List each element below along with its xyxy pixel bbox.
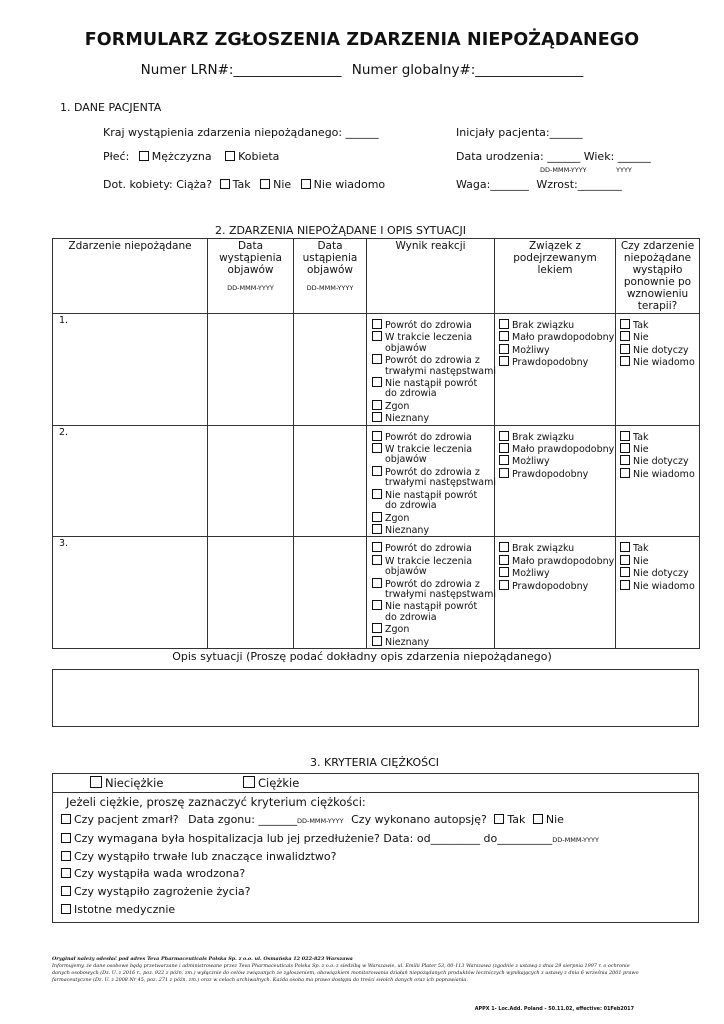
- medical-label: Istotne medycznie: [74, 903, 176, 916]
- hospitalization-row: [61, 832, 599, 845]
- relation-checkbox[interactable]: [499, 356, 509, 366]
- congenital-checkbox[interactable]: [61, 868, 71, 878]
- col-stop: Data ustąpienia objawów DD-MMM-YYYY: [294, 239, 367, 314]
- disability-label: Czy wystąpiło trwałe lub znaczące inwalidztwo?: [74, 850, 337, 863]
- outcome-checkbox[interactable]: [372, 331, 382, 341]
- rechallenge-checkbox[interactable]: [620, 542, 630, 552]
- col-relation: Związek z podejrzewanym lekiem: [495, 239, 616, 314]
- disability-checkbox[interactable]: [61, 851, 71, 861]
- event-cell[interactable]: 3.: [53, 537, 208, 649]
- rechallenge-checkbox[interactable]: [620, 555, 630, 565]
- autopsy-no-checkbox[interactable]: [533, 814, 543, 824]
- outcome-checkbox[interactable]: [372, 431, 382, 441]
- not-serious-checkbox[interactable]: [90, 776, 102, 788]
- relation-checkbox[interactable]: [499, 468, 509, 478]
- section1-heading: 1. DANE PACJENTA: [60, 101, 162, 114]
- col-event: Zdarzenie niepożądane: [53, 239, 208, 314]
- pregnancy-unknown-checkbox[interactable]: [301, 179, 311, 189]
- weight-field[interactable]: Waga:_______: [456, 178, 529, 191]
- pregnancy-yes-checkbox[interactable]: [220, 179, 230, 189]
- global-number[interactable]: Numer globalny#:________________: [351, 62, 584, 78]
- relation-cell: Brak związku Mało prawdopodobny Możliwy Prawdopodobny: [495, 537, 616, 649]
- medical-row: [61, 903, 175, 916]
- relation-checkbox[interactable]: [499, 455, 509, 465]
- outcome-cell: Powrót do zdrowia W trakcie leczenia objawów Powrót do zdrowia z trwałymi następstwami Nie nastąpił powrót do zdrowia Zgon Nieznany: [367, 314, 495, 426]
- col-rechallenge: Czy zdarzenie niepożądane wystąpiło ponownie po wznowieniu terapii?: [616, 239, 700, 314]
- col-outcome: Wynik reakcji: [367, 239, 495, 314]
- life-threat-row: [61, 885, 250, 898]
- birth-date-format: DD-MMM-YYYY: [540, 166, 587, 174]
- footer-privacy-1: Informujemy, że dane osobowe będą przetwarzane i administrowane przez Teva Pharmaceuticals Polska Sp. z o.o. z siedzibą w Warszawie, ul. Emilii Plater 53, 00-113 Warszawa (zgodnie z ustawą z dnia 29 sierpnia 1997 r. o ochronie: [52, 963, 630, 969]
- relation-checkbox[interactable]: [499, 542, 509, 552]
- footer-address: Oryginał należy odesłać pod adres Teva Pharmaceuticals Polska Sp. z o.o. ul. Osmańska 12 022-823 Warszawa: [52, 956, 353, 962]
- outcome-checkbox[interactable]: [372, 466, 382, 476]
- events-header-row: [53, 239, 700, 314]
- relation-checkbox[interactable]: [499, 344, 509, 354]
- country-field[interactable]: Kraj wystąpienia zdarzenia niepożądanego: ______: [103, 126, 379, 139]
- col-onset: Data wystąpienia objawów DD-MMM-YYYY: [208, 239, 294, 314]
- section3-heading: 3. KRYTERIA CIĘŻKOŚCI: [310, 756, 440, 769]
- table-row: [53, 537, 700, 649]
- death-row: [61, 813, 564, 826]
- rechallenge-checkbox[interactable]: [620, 319, 630, 329]
- outcome-checkbox[interactable]: [372, 600, 382, 610]
- outcome-checkbox[interactable]: [372, 489, 382, 499]
- outcome-checkbox[interactable]: [372, 636, 382, 646]
- table-row: [53, 425, 700, 537]
- hospitalization-label[interactable]: Czy wymagana była hospitalizacja lub jej przedłużenie? Data: od_________ do__________: [74, 832, 553, 845]
- rechallenge-checkbox[interactable]: [620, 331, 630, 341]
- female-checkbox[interactable]: [225, 151, 235, 161]
- onset-cell[interactable]: [208, 537, 294, 649]
- pregnancy-yes-label: Tak: [232, 178, 251, 191]
- initials-field[interactable]: Inicjały pacjenta:______: [456, 126, 583, 139]
- serious-criteria-label: Jeżeli ciężkie, proszę zaznaczyć kryterium ciężkości:: [66, 795, 366, 809]
- rechallenge-cell: Tak Nie Nie dotyczy Nie wiadomo: [616, 537, 700, 649]
- onset-cell[interactable]: [208, 314, 294, 426]
- rechallenge-checkbox[interactable]: [620, 580, 630, 590]
- event-cell[interactable]: 1.: [53, 314, 208, 426]
- pregnancy-no-checkbox[interactable]: [260, 179, 270, 189]
- outcome-checkbox[interactable]: [372, 377, 382, 387]
- rechallenge-checkbox[interactable]: [620, 468, 630, 478]
- birth-year-format: YYYY: [616, 166, 632, 174]
- hospitalization-checkbox[interactable]: [61, 833, 71, 843]
- disability-row: [61, 850, 337, 863]
- hospitalization-date-format: DD-MMM-YYYY: [552, 836, 599, 844]
- pregnancy-row: [103, 178, 385, 191]
- sex-row: [103, 150, 279, 163]
- relation-checkbox[interactable]: [499, 567, 509, 577]
- relation-cell: Brak związku Mało prawdopodobny Możliwy Prawdopodobny: [495, 314, 616, 426]
- relation-checkbox[interactable]: [499, 580, 509, 590]
- stop-cell[interactable]: [294, 425, 367, 537]
- outcome-checkbox[interactable]: [372, 319, 382, 329]
- height-field[interactable]: Wzrost:________: [536, 178, 622, 191]
- description-box[interactable]: [52, 669, 699, 727]
- footer-privacy-2: danych osobowych (Dz. U. z 2016 r., poz. 922 z późn. zm.) wyłącznie do celów związanych ze zgłoszeniem, obowiązkiem monitorowania działań niepożądanych produktów leczniczych wynikających z ustawy z dnia 6 września 2001 prawo: [52, 970, 639, 976]
- stop-cell[interactable]: [294, 537, 367, 649]
- outcome-cell: Powrót do zdrowia W trakcie leczenia objawów Powrót do zdrowia z trwałymi następstwami Nie nastąpił powrót do zdrowia Zgon Nieznany: [367, 537, 495, 649]
- serious-checkbox[interactable]: [243, 776, 255, 788]
- congenital-row: [61, 867, 245, 880]
- rechallenge-cell: Tak Nie Nie dotyczy Nie wiadomo: [616, 425, 700, 537]
- autopsy-yes-label: Tak: [507, 813, 526, 826]
- form-numbers: [0, 62, 724, 78]
- relation-checkbox[interactable]: [499, 431, 509, 441]
- not-serious-option[interactable]: [90, 776, 163, 790]
- relation-checkbox[interactable]: [499, 319, 509, 329]
- description-label: Opis sytuacji (Proszę podać dokładny opis zdarzenia niepożądanego): [172, 650, 552, 663]
- life-threat-label: Czy wystąpiło zagrożenie życia?: [74, 885, 251, 898]
- outcome-checkbox[interactable]: [372, 354, 382, 364]
- outcome-checkbox[interactable]: [372, 524, 382, 534]
- stop-format: DD-MMM-YYYY: [306, 284, 354, 292]
- death-date-format: DD-MMM-YYYY: [296, 817, 344, 825]
- birth-date-field[interactable]: Data urodzenia: ______ Wiek: ______: [456, 150, 651, 163]
- life-threat-checkbox[interactable]: [61, 886, 71, 896]
- outcome-checkbox[interactable]: [372, 400, 382, 410]
- autopsy-no-label: Nie: [545, 813, 564, 826]
- serious-option[interactable]: [243, 776, 299, 790]
- outcome-checkbox[interactable]: [372, 443, 382, 453]
- death-date-field[interactable]: Data zgonu: _______: [188, 813, 297, 826]
- document-code: APPX 1- Loc.Add. Poland - 50.11.02, effective: 01Feb2017: [474, 1006, 634, 1012]
- outcome-checkbox[interactable]: [372, 412, 382, 422]
- rechallenge-cell: Tak Nie Nie dotyczy Nie wiadomo: [616, 314, 700, 426]
- pregnancy-unknown-label: Nie wiadomo: [313, 178, 386, 191]
- pregnancy-label: Dot. kobiety: Ciąża?: [103, 178, 213, 191]
- pregnancy-no-label: Nie: [273, 178, 292, 191]
- table-row: [53, 314, 700, 426]
- relation-cell: Brak związku Mało prawdopodobny Możliwy Prawdopodobny: [495, 425, 616, 537]
- male-checkbox[interactable]: [139, 151, 149, 161]
- outcome-checkbox[interactable]: [372, 578, 382, 588]
- rechallenge-checkbox[interactable]: [620, 431, 630, 441]
- section2-heading: 2. ZDARZENIA NIEPOŻĄDANE I OPIS SYTUACJI: [215, 224, 466, 237]
- congenital-label: Czy wystąpiła wada wrodzona?: [74, 867, 246, 880]
- footer-privacy-3: farmaceutyczne (Dz. U. z 2008 Nr 45, poz. 271 z późn. zm.) oraz w celach archiwalnych. Każda osoba ma prawo dostępu do treści swoich danych oraz ich poprawiania.: [52, 977, 468, 983]
- autopsy-yes-checkbox[interactable]: [494, 814, 504, 824]
- autopsy-label: Czy wykonano autopsję?: [351, 813, 487, 826]
- outcome-checkbox[interactable]: [372, 512, 382, 522]
- lrn-number[interactable]: Numer LRN#:________________: [140, 62, 342, 78]
- rechallenge-checkbox[interactable]: [620, 344, 630, 354]
- rechallenge-checkbox[interactable]: [620, 455, 630, 465]
- died-label: Czy pacjent zmarł?: [74, 813, 179, 826]
- weight-height-row: [456, 178, 622, 191]
- form-title: FORMULARZ ZGŁOSZENIA ZDARZENIA NIEPOŻĄDANEGO: [84, 30, 640, 50]
- sex-label: Płeć:: [103, 150, 130, 163]
- outcome-checkbox[interactable]: [372, 623, 382, 633]
- female-label: Kobieta: [238, 150, 280, 163]
- severity-divider: [52, 792, 699, 793]
- relation-checkbox[interactable]: [499, 331, 509, 341]
- onset-format: DD-MMM-YYYY: [227, 284, 274, 292]
- died-checkbox[interactable]: [61, 814, 71, 824]
- not-serious-label: Nieciężkie: [105, 776, 164, 790]
- rechallenge-checkbox[interactable]: [620, 356, 630, 366]
- events-table: [52, 238, 700, 649]
- rechallenge-checkbox[interactable]: [620, 567, 630, 577]
- relation-checkbox[interactable]: [499, 555, 509, 565]
- outcome-checkbox[interactable]: [372, 555, 382, 565]
- male-label: Mężczyzna: [151, 150, 212, 163]
- serious-label: Ciężkie: [258, 776, 300, 790]
- event-cell[interactable]: 2.: [53, 425, 208, 537]
- outcome-cell: Powrót do zdrowia W trakcie leczenia objawów Powrót do zdrowia z trwałymi następstwami Nie nastąpił powrót do zdrowia Zgon Nieznany: [367, 425, 495, 537]
- stop-cell[interactable]: [294, 314, 367, 426]
- medical-checkbox[interactable]: [61, 904, 71, 914]
- rechallenge-checkbox[interactable]: [620, 443, 630, 453]
- onset-cell[interactable]: [208, 425, 294, 537]
- outcome-checkbox[interactable]: [372, 542, 382, 552]
- relation-checkbox[interactable]: [499, 443, 509, 453]
